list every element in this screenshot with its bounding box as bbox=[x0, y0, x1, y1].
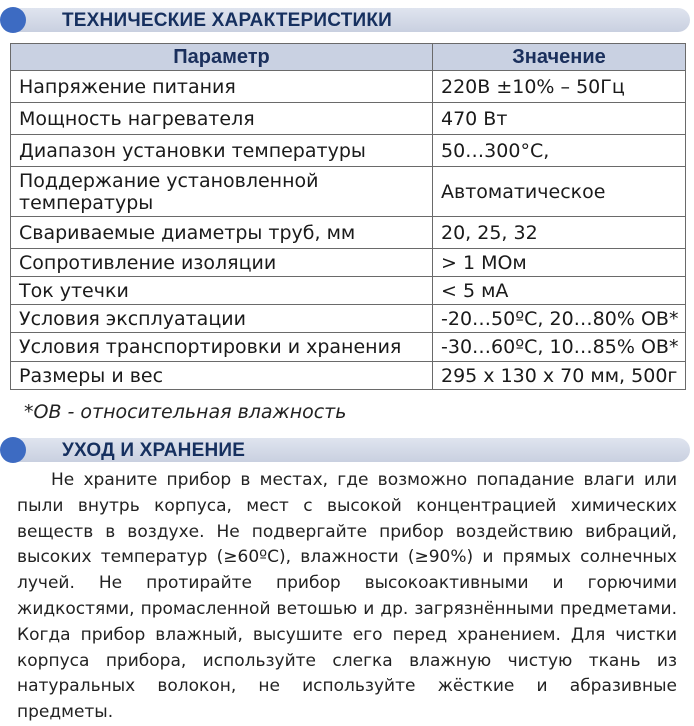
param-cell: Условия эксплуатации bbox=[11, 305, 433, 333]
value-cell: 50…300°С, bbox=[433, 135, 686, 167]
param-cell: Условия транспортировки и хранения bbox=[11, 333, 433, 362]
column-header-param: Параметр bbox=[11, 44, 433, 71]
value-cell: Автоматическое bbox=[433, 167, 686, 217]
table-row bbox=[11, 333, 686, 362]
spec-table bbox=[10, 43, 686, 390]
table-row bbox=[11, 362, 686, 390]
value-cell: > 1 МОм bbox=[433, 249, 686, 277]
param-cell: Размеры и вес bbox=[11, 362, 433, 390]
param-cell: Поддержание установленной температуры bbox=[11, 167, 433, 217]
bullet-circle-icon bbox=[0, 7, 26, 33]
value-cell: < 5 мА bbox=[433, 277, 686, 305]
value-cell: 20, 25, 32 bbox=[433, 217, 686, 249]
value-cell: 470 Вт bbox=[433, 103, 686, 135]
param-cell: Напряжение питания bbox=[11, 71, 433, 103]
value-cell: -30…60ºС, 10…85% ОВ* bbox=[433, 333, 686, 362]
table-row bbox=[11, 305, 686, 333]
param-cell: Свариваемые диаметры труб, мм bbox=[11, 217, 433, 249]
param-cell: Мощность нагревателя bbox=[11, 103, 433, 135]
table-row bbox=[11, 217, 686, 249]
param-cell: Диапазон установки температуры bbox=[11, 135, 433, 167]
table-row bbox=[11, 249, 686, 277]
column-header-value: Значение bbox=[433, 44, 686, 71]
table-row bbox=[11, 167, 686, 217]
table-row bbox=[11, 135, 686, 167]
value-cell: 295 х 130 х 70 мм, 500г bbox=[433, 362, 686, 390]
section-title: УХОД И ХРАНЕНИЕ bbox=[62, 440, 246, 461]
param-cell: Сопротивление изоляции bbox=[11, 249, 433, 277]
value-cell: -20…50ºС, 20…80% ОВ* bbox=[433, 305, 686, 333]
table-row bbox=[11, 71, 686, 103]
section-header-specs bbox=[0, 6, 694, 34]
section-title: ТЕХНИЧЕСКИЕ ХАРАКТЕРИСТИКИ bbox=[62, 10, 393, 31]
table-row bbox=[11, 277, 686, 305]
param-cell: Ток утечки bbox=[11, 277, 433, 305]
footnote: *ОВ - относительная влажность bbox=[24, 401, 347, 423]
bullet-circle-icon bbox=[0, 437, 26, 463]
value-cell: 220В ±10% – 50Гц bbox=[433, 71, 686, 103]
table-header-row bbox=[11, 44, 686, 71]
table-row bbox=[11, 103, 686, 135]
care-paragraph: Не храните прибор в местах, где возможно попадание влаги или пыли внутрь корпуса, мест с высокой концентрацией химических веществ в воздухе. Не подвергайте прибор воздействию вибраций, высоких температур (≥60ºС), влажности (≥90%) и прямых солнечных лучей. Не протирайте прибор высокоактивными и горючими жидкостями, промасленной ветошью и др. загрязнёнными предметами. Когда прибор влажный, высушите его перед хранением. Для чистки корпуса прибора, используйте слегка влажную чистую ткань из натуральных волокон, не используйте жёсткие и абразивные предметы. bbox=[17, 470, 677, 723]
section-header-care bbox=[0, 436, 694, 464]
